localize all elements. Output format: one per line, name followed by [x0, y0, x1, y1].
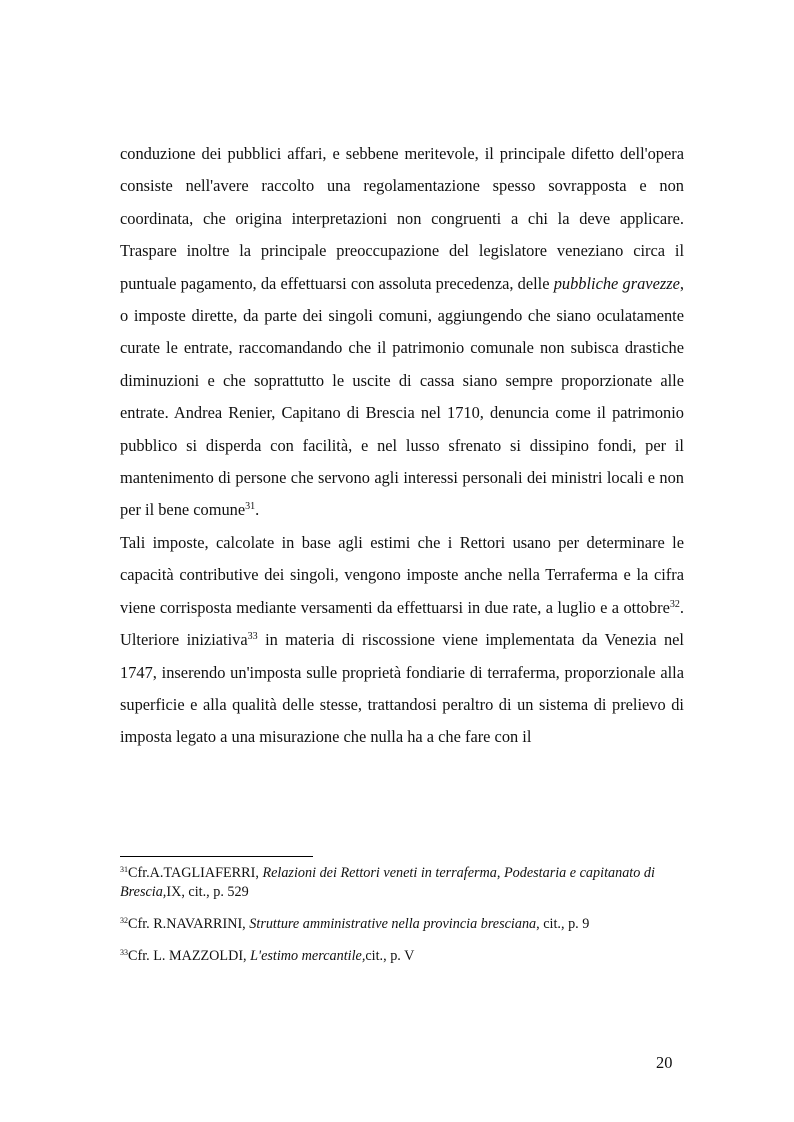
- footnote-title: L'estimo mercantile,: [250, 948, 366, 964]
- footnote-tail: cit., p. V: [365, 948, 415, 964]
- paragraph-1-text-b: , o imposte dirette, da parte dei singoli comuni, aggiungendo che siano oculatamente curate le entrate, raccomandando che il patrimonio comunale non subisca drastiche diminuzioni e che soprattutto le uscite di cassa siano sempre proporzionate alle entrate. Andrea Renier, Capitano di Brescia nel 1710, denuncia come il patrimonio pubblico si disperda con facilità, e nel lusso sfrenato si dissipino fondi, per il mantenimento di persone che servono agli interessi personali dei ministri locali e non per il bene comune: [120, 273, 684, 520]
- footnote-ref-32[interactable]: 32: [669, 598, 680, 610]
- italic-term-pubbliche-gravezze: pubbliche gravezze: [553, 273, 680, 293]
- body-text: [120, 138, 684, 754]
- footnote-separator-text: ,: [496, 865, 504, 881]
- page-number: 20: [656, 1053, 673, 1072]
- footnote-number: 32: [120, 916, 128, 925]
- footnote-lead: Cfr.A.TAGLIAFERRI,: [128, 865, 263, 881]
- footnote-lead: Cfr. L. MAZZOLDI,: [128, 948, 251, 964]
- footnotes: [120, 864, 684, 979]
- paragraph-1: [120, 138, 684, 527]
- paragraph-2: [120, 527, 684, 754]
- footnote-tail: , cit., p. 9: [536, 916, 590, 932]
- footnote-32: [120, 915, 684, 934]
- footnote-33: [120, 947, 684, 966]
- footnote-lead: Cfr. R.NAVARRINI,: [128, 916, 250, 932]
- paragraph-2-text-b: . Ulteriore iniziativa: [120, 597, 684, 650]
- footnote-ref-33[interactable]: 33: [247, 631, 258, 643]
- paragraph-2-text-c: in materia di riscossione viene implementata da Venezia nel 1747, inserendo un'imposta sulle proprietà fondiarie di terraferma, proporzionale alla superficie e alla qualità delle stesse, trattandosi peraltro di un sistema di prelievo di imposta legato a una misurazione che nulla ha a che fare con il: [120, 630, 684, 747]
- paragraph-2-text-a: Tali imposte, calcolate in base agli estimi che i Rettori usano per determinare le capacità contributive dei singoli, vengono imposte anche nella Terraferma e la cifra viene corrisposta mediante versamenti da effettuarsi in due rate, a luglio e a ottobre: [120, 532, 684, 617]
- footnote-ref-31[interactable]: 31: [245, 501, 256, 513]
- footnote-number: 31: [120, 865, 128, 874]
- footnote-title: Relazioni dei Rettori veneti in terraferma: [262, 865, 497, 881]
- footnote-number: 33: [120, 948, 128, 957]
- paragraph-1-text-c: .: [255, 500, 260, 520]
- footnote-separator: [120, 856, 313, 857]
- footnote-subtitle: Podestaria e capitanato di Brescia,: [120, 865, 655, 900]
- footnote-31: [120, 864, 684, 902]
- footnote-tail: IX, cit., p. 529: [166, 884, 249, 900]
- footnote-title: Strutture amministrative nella provincia bresciana: [249, 916, 537, 932]
- paragraph-1-text-a: conduzione dei pubblici affari, e sebbene meritevole, il principale difetto dell'opera consiste nell'avere raccolto una regolamentazione spesso sovrapposta e non coordinata, che origina interpretazioni non congruenti a chi la deve applicare. Traspare inoltre la principale preoccupazione del legislatore veneziano circa il puntuale pagamento, da effettuarsi con assoluta precedenza, delle: [120, 144, 684, 293]
